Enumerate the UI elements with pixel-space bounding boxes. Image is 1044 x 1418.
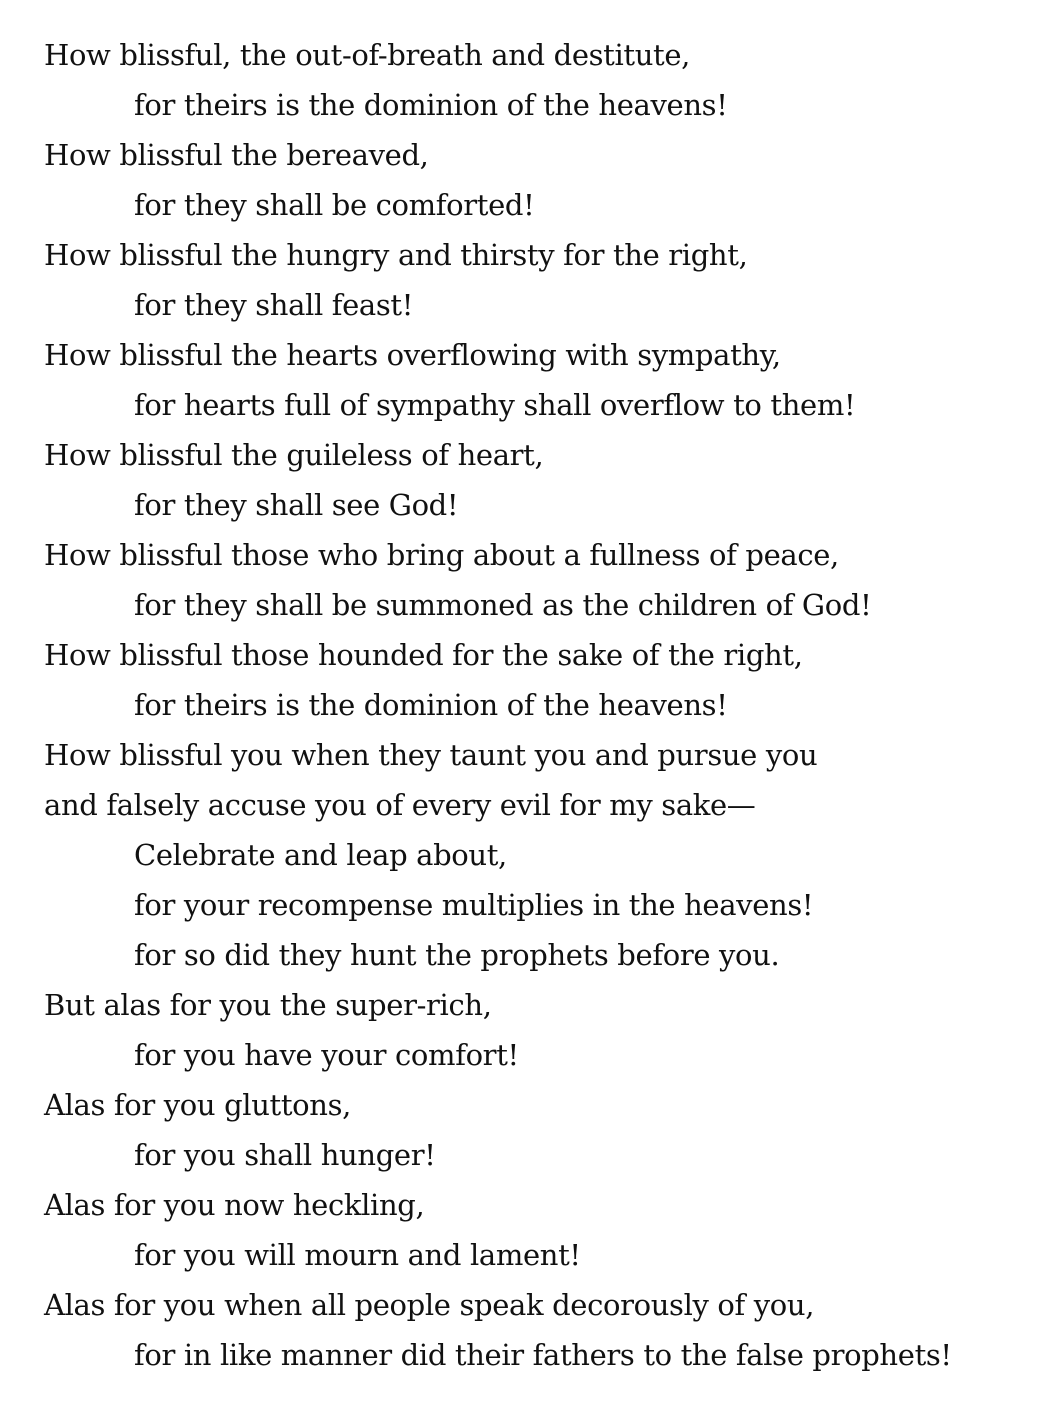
poem-line-indented: for you have your comfort!	[134, 1038, 519, 1072]
poem-line-indented: for theirs is the dominion of the heavens!	[134, 688, 728, 722]
poem-line: How blissful the bereaved,	[44, 138, 429, 172]
poem-line-indented: for they shall be comforted!	[134, 188, 535, 222]
poem-line-indented: for hearts full of sympathy shall overflow to them!	[134, 388, 856, 422]
poem-line-indented: for you will mourn and lament!	[134, 1238, 581, 1272]
poem-line: How blissful the hungry and thirsty for the right,	[44, 238, 748, 272]
poem-line: How blissful the hearts overflowing with sympathy,	[44, 338, 781, 372]
poem-line-indented: Celebrate and leap about,	[134, 838, 507, 872]
poem-line: How blissful those hounded for the sake of the right,	[44, 638, 803, 672]
poem-line: How blissful the guileless of heart,	[44, 438, 544, 472]
poem-line-indented: for they shall be summoned as the children of God!	[134, 588, 872, 622]
poem-line: How blissful, the out-of-breath and destitute,	[44, 38, 691, 72]
poem-line: How blissful those who bring about a fullness of peace,	[44, 538, 839, 572]
poem-line-indented: for in like manner did their fathers to the false prophets!	[134, 1338, 952, 1372]
poem-line: But alas for you the super-rich,	[44, 988, 492, 1022]
poem-line: and falsely accuse you of every evil for my sake—	[44, 788, 756, 822]
poem-text	[44, 30, 1034, 1380]
poem-line: Alas for you now heckling,	[44, 1188, 425, 1222]
poem-line-indented: for they shall feast!	[134, 288, 414, 322]
poem-line-indented: for you shall hunger!	[134, 1138, 436, 1172]
poem-line: Alas for you gluttons,	[44, 1088, 351, 1122]
poem-line-indented: for your recompense multiplies in the heavens!	[134, 888, 814, 922]
poem-line: Alas for you when all people speak decorously of you,	[44, 1288, 815, 1322]
poem-line-indented: for so did they hunt the prophets before you.	[134, 938, 780, 972]
poem-line-indented: for they shall see God!	[134, 488, 459, 522]
poem-line-indented: for theirs is the dominion of the heavens!	[134, 88, 728, 122]
poem-line: How blissful you when they taunt you and pursue you	[44, 738, 818, 772]
